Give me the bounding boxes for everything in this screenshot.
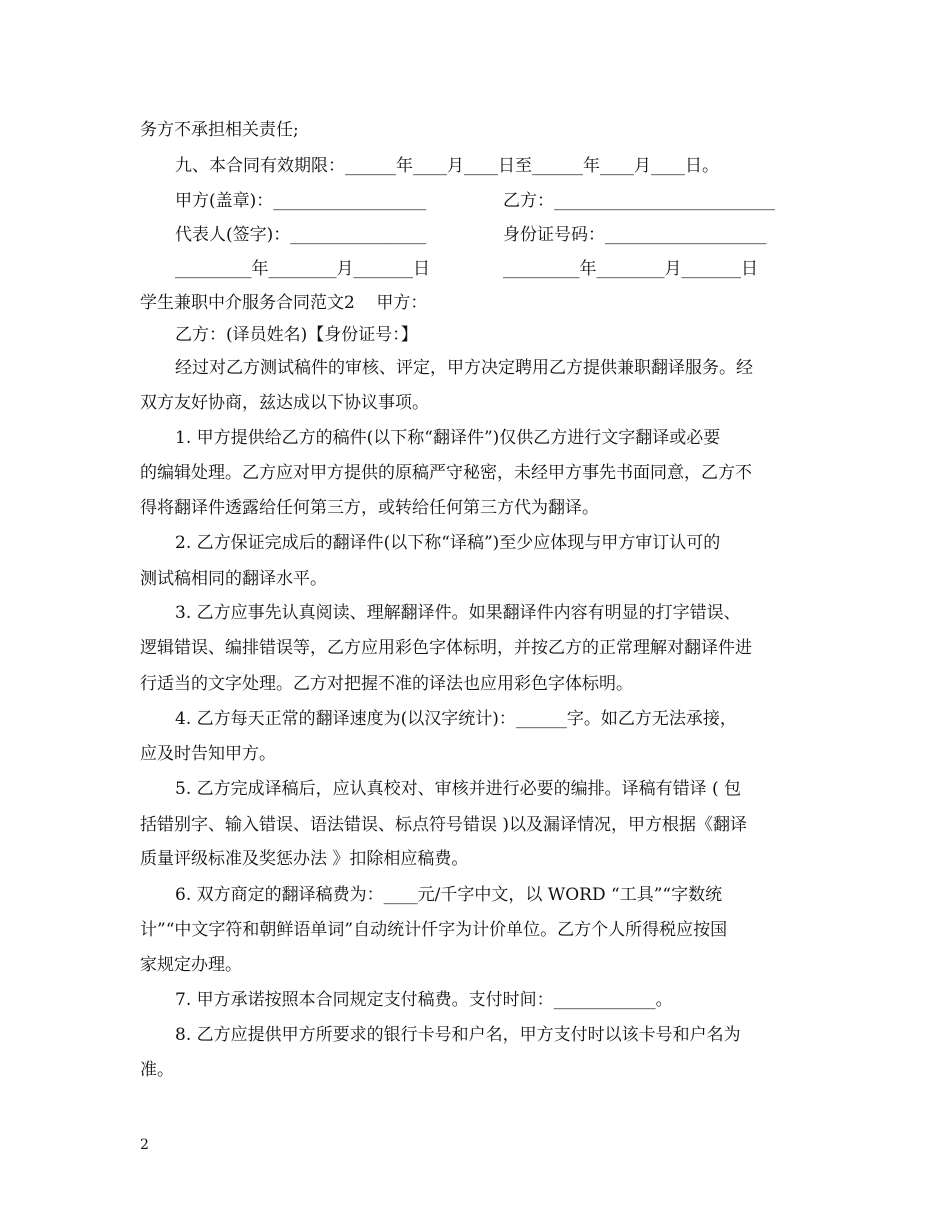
clause-1: 1. 甲方提供给乙方的稿件(以下称“翻译件”)仅供乙方进行文字翻译或必要 (175, 428, 721, 448)
signature-party-a: 甲方(盖章)：__________________ (175, 191, 427, 211)
date-line-a: _________年________月_______日 (175, 259, 430, 279)
text-line: 测试稿相同的翻译水平。 (140, 569, 327, 589)
text-line: 逻辑错误、编排错误等，乙方应用彩色字体标明，并按乙方的正常理解对翻译件进 (140, 638, 752, 658)
text-line: 括错别字、输入错误、语法错误、标点符号错误 )以及漏译情况，甲方根据《翻译 (140, 815, 748, 835)
text-line: 计”“中文字符和朝鲜语单词”自动统计仟字为计价单位。乙方个人所得税应按国 (140, 920, 728, 940)
text-line: 家规定办理。 (140, 955, 242, 975)
text-line: 经过对乙方测试稿件的审核、评定，甲方决定聘用乙方提供兼职翻译服务。经 (175, 358, 753, 378)
text-line: 行适当的文字处理。乙方对把握不准的译法也应用彩色字体标明。 (140, 674, 633, 694)
text-line: 双方友好协商，兹达成以下协议事项。 (140, 393, 429, 413)
clause-8: 8. 乙方应提供甲方所要求的银行卡号和户名，甲方支付时以该卡号和户名为 (175, 1025, 741, 1045)
clause-2: 2. 乙方保证完成后的翻译件(以下称“译稿”)至少应体现与甲方审订认可的 (175, 533, 721, 553)
clause-5: 5. 乙方完成译稿后，应认真校对、审核并进行必要的编排。译稿有错译 ( 包 (175, 779, 742, 799)
representative-signature: 代表人(签字)：________________ (175, 225, 427, 245)
clause-3: 3. 乙方应事先认真阅读、理解翻译件。如果翻译件内容有明显的打字错误、 (175, 603, 741, 623)
clause-7: 7. 甲方承诺按照本合同规定支付稿费。支付时间：____________。 (175, 990, 673, 1010)
date-line-b: _________年________月_______日 (503, 259, 758, 279)
page-number: 2 (140, 1137, 149, 1153)
text-line: 应及时告知甲方。 (140, 744, 276, 764)
clause-4: 4. 乙方每天正常的翻译速度为(以汉字统计)：______字。如乙方无法承接， (175, 709, 737, 729)
signature-party-b: 乙方：__________________________ (503, 191, 775, 211)
text-line: 的编辑处理。乙方应对甲方提供的原稿严守秘密，未经甲方事先书面同意，乙方不 (140, 463, 752, 483)
text-line: 九、本合同有效期限：______年____月____日至______年____月____日。 (175, 156, 719, 176)
text-line: 质量评级标准及奖惩办法 》扣除相应稿费。 (140, 849, 469, 869)
section-heading: 学生兼职中介服务合同范文2 甲方： (140, 293, 428, 313)
id-number-field: 身份证号码：___________________ (503, 225, 767, 245)
text-line: 得将翻译件透露给任何第三方，或转给任何第三方代为翻译。 (140, 498, 599, 518)
text-line: 准。 (140, 1060, 174, 1080)
text-line: 务方不承担相关责任; (140, 120, 299, 140)
clause-6: 6. 双方商定的翻译稿费为：____元/千字中文，以 WORD “工具”“字数统 (175, 885, 723, 905)
text-line: 乙方：(译员姓名)【身份证号：】 (175, 325, 418, 345)
